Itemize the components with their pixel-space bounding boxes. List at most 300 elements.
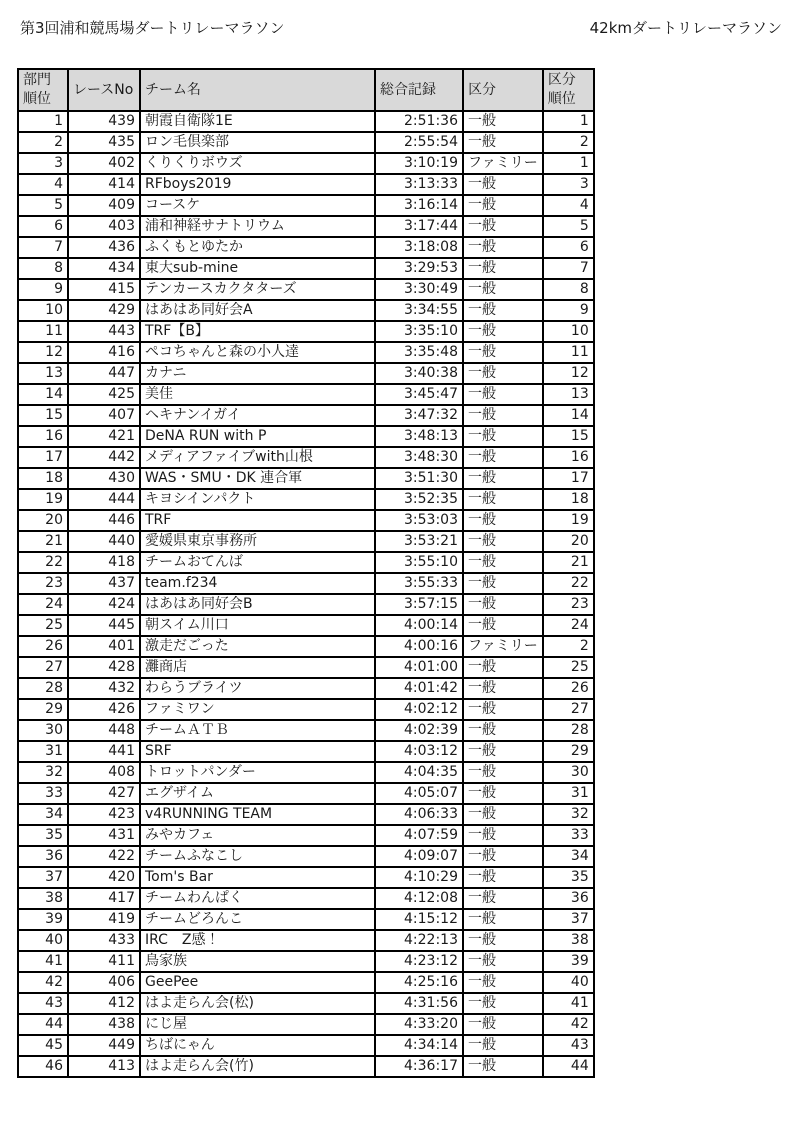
cell-total-time: 4:23:12 [375,951,463,972]
cell-team-name: ファミワン [140,699,375,720]
col-header-category: 区分 [463,69,543,111]
table-row [18,510,594,531]
cell-total-time: 3:10:19 [375,153,463,174]
cell-race-no: 402 [68,153,140,174]
cell-team-name: team.f234 [140,573,375,594]
table-row [18,825,594,846]
table-row [18,741,594,762]
cell-race-no: 439 [68,111,140,132]
table-row [18,300,594,321]
cell-total-time: 4:36:17 [375,1056,463,1077]
cell-category: 一般 [463,972,543,993]
cell-race-no: 409 [68,195,140,216]
table-row [18,342,594,363]
cell-category: 一般 [463,930,543,951]
cell-race-no: 419 [68,909,140,930]
cell-team-name: SRF [140,741,375,762]
cell-division-rank: 3 [18,153,68,174]
table-row [18,279,594,300]
cell-category: 一般 [463,531,543,552]
cell-total-time: 3:34:55 [375,300,463,321]
cell-category-rank: 37 [543,909,594,930]
cell-total-time: 3:18:08 [375,237,463,258]
cell-division-rank: 39 [18,909,68,930]
cell-team-name: コースケ [140,195,375,216]
cell-category: 一般 [463,552,543,573]
cell-division-rank: 35 [18,825,68,846]
cell-category-rank: 5 [543,216,594,237]
cell-category: 一般 [463,825,543,846]
cell-division-rank: 36 [18,846,68,867]
cell-race-no: 433 [68,930,140,951]
table-row [18,216,594,237]
cell-team-name: チームおてんば [140,552,375,573]
cell-division-rank: 13 [18,363,68,384]
cell-total-time: 3:48:30 [375,447,463,468]
cell-category-rank: 1 [543,111,594,132]
cell-category-rank: 9 [543,300,594,321]
cell-total-time: 4:10:29 [375,867,463,888]
cell-category-rank: 18 [543,489,594,510]
cell-race-no: 426 [68,699,140,720]
table-row [18,405,594,426]
col-header-division-rank: 部門 順位 [18,69,68,111]
cell-division-rank: 12 [18,342,68,363]
table-row [18,804,594,825]
cell-category: 一般 [463,279,543,300]
cell-division-rank: 16 [18,426,68,447]
table-row [18,678,594,699]
cell-category-rank: 27 [543,699,594,720]
table-row [18,699,594,720]
cell-category-rank: 41 [543,993,594,1014]
table-row [18,531,594,552]
cell-division-rank: 46 [18,1056,68,1077]
cell-category: 一般 [463,405,543,426]
cell-division-rank: 37 [18,867,68,888]
cell-total-time: 4:22:13 [375,930,463,951]
col-header-team-name: チーム名 [140,69,375,111]
cell-race-no: 427 [68,783,140,804]
col-header-category-rank: 区分 順位 [543,69,594,111]
cell-team-name: 美佳 [140,384,375,405]
cell-team-name: ペコちゃんと森の小人達 [140,342,375,363]
cell-race-no: 445 [68,615,140,636]
cell-category-rank: 3 [543,174,594,195]
cell-division-rank: 44 [18,1014,68,1035]
cell-division-rank: 17 [18,447,68,468]
cell-race-no: 428 [68,657,140,678]
cell-total-time: 4:05:07 [375,783,463,804]
cell-race-no: 424 [68,594,140,615]
cell-category-rank: 29 [543,741,594,762]
cell-category: 一般 [463,447,543,468]
cell-team-name: Tom's Bar [140,867,375,888]
table-row [18,615,594,636]
cell-total-time: 4:34:14 [375,1035,463,1056]
cell-team-name: RFboys2019 [140,174,375,195]
cell-race-no: 421 [68,426,140,447]
cell-total-time: 4:25:16 [375,972,463,993]
cell-team-name: WAS・SMU・DK 連合軍 [140,468,375,489]
cell-category-rank: 26 [543,678,594,699]
cell-team-name: TRF [140,510,375,531]
cell-category-rank: 2 [543,636,594,657]
cell-division-rank: 23 [18,573,68,594]
cell-team-name: 朝スイム川口 [140,615,375,636]
cell-category-rank: 8 [543,279,594,300]
cell-category-rank: 40 [543,972,594,993]
cell-race-no: 420 [68,867,140,888]
table-row [18,846,594,867]
cell-division-rank: 22 [18,552,68,573]
cell-race-no: 412 [68,993,140,1014]
cell-race-no: 408 [68,762,140,783]
table-row [18,1056,594,1077]
table-row [18,1014,594,1035]
cell-team-name: IRC Z感！ [140,930,375,951]
cell-team-name: 浦和神経サナトリウム [140,216,375,237]
cell-total-time: 3:40:38 [375,363,463,384]
cell-category-rank: 14 [543,405,594,426]
cell-category: 一般 [463,678,543,699]
cell-team-name: くりくりボウズ [140,153,375,174]
table-row [18,426,594,447]
cell-category: 一般 [463,1014,543,1035]
cell-category: 一般 [463,993,543,1014]
cell-category: 一般 [463,132,543,153]
cell-division-rank: 31 [18,741,68,762]
cell-race-no: 441 [68,741,140,762]
cell-team-name: GeePee [140,972,375,993]
cell-division-rank: 8 [18,258,68,279]
cell-total-time: 3:16:14 [375,195,463,216]
cell-total-time: 2:51:36 [375,111,463,132]
cell-category-rank: 22 [543,573,594,594]
cell-race-no: 415 [68,279,140,300]
table-row [18,153,594,174]
cell-category: 一般 [463,1056,543,1077]
table-row [18,867,594,888]
cell-team-name: カナニ [140,363,375,384]
col-header-race-no: レースNo [68,69,140,111]
cell-category-rank: 32 [543,804,594,825]
cell-race-no: 413 [68,1056,140,1077]
cell-category-rank: 43 [543,1035,594,1056]
cell-total-time: 4:33:20 [375,1014,463,1035]
cell-race-no: 431 [68,825,140,846]
cell-division-rank: 11 [18,321,68,342]
cell-team-name: みやカフェ [140,825,375,846]
cell-category: 一般 [463,594,543,615]
cell-category-rank: 12 [543,363,594,384]
cell-category-rank: 28 [543,720,594,741]
cell-total-time: 4:00:16 [375,636,463,657]
race-distance-title: 42kmダートリレーマラソン [589,19,782,37]
cell-category-rank: 24 [543,615,594,636]
cell-race-no: 440 [68,531,140,552]
table-row [18,573,594,594]
titlebar [20,18,782,38]
cell-division-rank: 43 [18,993,68,1014]
cell-category-rank: 25 [543,657,594,678]
cell-category-rank: 4 [543,195,594,216]
cell-race-no: 422 [68,846,140,867]
table-row [18,552,594,573]
cell-category: 一般 [463,699,543,720]
cell-category-rank: 31 [543,783,594,804]
cell-team-name: 愛媛県東京事務所 [140,531,375,552]
cell-division-rank: 18 [18,468,68,489]
cell-division-rank: 7 [18,237,68,258]
cell-division-rank: 20 [18,510,68,531]
table-row [18,993,594,1014]
cell-category-rank: 35 [543,867,594,888]
cell-team-name: チームＡＴＢ [140,720,375,741]
table-row [18,951,594,972]
cell-division-rank: 1 [18,111,68,132]
cell-race-no: 430 [68,468,140,489]
cell-total-time: 2:55:54 [375,132,463,153]
cell-division-rank: 42 [18,972,68,993]
cell-category-rank: 33 [543,825,594,846]
cell-category: 一般 [463,909,543,930]
cell-division-rank: 2 [18,132,68,153]
cell-race-no: 429 [68,300,140,321]
cell-category: 一般 [463,888,543,909]
cell-total-time: 3:29:53 [375,258,463,279]
cell-division-rank: 38 [18,888,68,909]
cell-category: 一般 [463,804,543,825]
results-table [17,68,595,1078]
cell-total-time: 3:53:03 [375,510,463,531]
table-row [18,111,594,132]
cell-category: 一般 [463,111,543,132]
cell-total-time: 3:13:33 [375,174,463,195]
cell-total-time: 3:52:35 [375,489,463,510]
table-row [18,930,594,951]
cell-category: 一般 [463,174,543,195]
cell-total-time: 4:06:33 [375,804,463,825]
cell-team-name: ヘキナンイガイ [140,405,375,426]
cell-race-no: 449 [68,1035,140,1056]
cell-division-rank: 24 [18,594,68,615]
table-row [18,657,594,678]
cell-total-time: 3:55:10 [375,552,463,573]
cell-team-name: キヨシインパクト [140,489,375,510]
table-row [18,132,594,153]
cell-race-no: 406 [68,972,140,993]
cell-division-rank: 14 [18,384,68,405]
cell-race-no: 403 [68,216,140,237]
cell-total-time: 3:57:15 [375,594,463,615]
cell-division-rank: 5 [18,195,68,216]
cell-race-no: 437 [68,573,140,594]
cell-division-rank: 27 [18,657,68,678]
cell-team-name: TRF【B】 [140,321,375,342]
cell-category: 一般 [463,300,543,321]
cell-race-no: 411 [68,951,140,972]
cell-race-no: 442 [68,447,140,468]
cell-category-rank: 21 [543,552,594,573]
cell-category: 一般 [463,762,543,783]
cell-category: 一般 [463,846,543,867]
table-row [18,321,594,342]
table-row [18,888,594,909]
cell-division-rank: 21 [18,531,68,552]
cell-team-name: 鳥家族 [140,951,375,972]
cell-category: 一般 [463,657,543,678]
col-header-total-time: 総合記録 [375,69,463,111]
table-row [18,384,594,405]
cell-division-rank: 19 [18,489,68,510]
cell-team-name: チームふなこし [140,846,375,867]
cell-team-name: チームどろんこ [140,909,375,930]
cell-category: 一般 [463,216,543,237]
cell-team-name: はあはあ同好会A [140,300,375,321]
cell-total-time: 4:12:08 [375,888,463,909]
cell-total-time: 3:30:49 [375,279,463,300]
cell-category: 一般 [463,321,543,342]
cell-division-rank: 33 [18,783,68,804]
cell-total-time: 4:31:56 [375,993,463,1014]
cell-race-no: 447 [68,363,140,384]
cell-category-rank: 34 [543,846,594,867]
cell-race-no: 418 [68,552,140,573]
cell-category-rank: 23 [543,594,594,615]
cell-category: 一般 [463,720,543,741]
cell-total-time: 3:45:47 [375,384,463,405]
table-row [18,174,594,195]
cell-total-time: 3:35:48 [375,342,463,363]
cell-race-no: 435 [68,132,140,153]
cell-race-no: 443 [68,321,140,342]
table-row [18,258,594,279]
cell-category: 一般 [463,426,543,447]
cell-category: 一般 [463,363,543,384]
cell-category: 一般 [463,258,543,279]
cell-category-rank: 38 [543,930,594,951]
cell-division-rank: 32 [18,762,68,783]
cell-category: 一般 [463,237,543,258]
cell-category-rank: 17 [543,468,594,489]
cell-category: ファミリー [463,153,543,174]
cell-category-rank: 30 [543,762,594,783]
table-row [18,447,594,468]
cell-team-name: チームわんぱく [140,888,375,909]
cell-category-rank: 7 [543,258,594,279]
cell-total-time: 4:07:59 [375,825,463,846]
cell-category-rank: 11 [543,342,594,363]
cell-race-no: 448 [68,720,140,741]
cell-race-no: 432 [68,678,140,699]
cell-division-rank: 15 [18,405,68,426]
cell-race-no: 436 [68,237,140,258]
cell-team-name: 朝霞自衛隊1E [140,111,375,132]
cell-division-rank: 28 [18,678,68,699]
cell-category: 一般 [463,489,543,510]
table-row [18,1035,594,1056]
cell-team-name: エグザイム [140,783,375,804]
cell-total-time: 4:01:42 [375,678,463,699]
cell-category-rank: 42 [543,1014,594,1035]
cell-division-rank: 30 [18,720,68,741]
cell-category: 一般 [463,951,543,972]
cell-race-no: 444 [68,489,140,510]
cell-total-time: 3:51:30 [375,468,463,489]
cell-category: 一般 [463,741,543,762]
cell-category: ファミリー [463,636,543,657]
table-row [18,636,594,657]
cell-category: 一般 [463,384,543,405]
cell-total-time: 3:17:44 [375,216,463,237]
page-title: 第3回浦和競馬場ダートリレーマラソン [20,19,285,37]
cell-total-time: 4:15:12 [375,909,463,930]
cell-team-name: メディアファイブwith山根 [140,447,375,468]
cell-division-rank: 10 [18,300,68,321]
cell-division-rank: 26 [18,636,68,657]
cell-total-time: 3:55:33 [375,573,463,594]
cell-race-no: 423 [68,804,140,825]
cell-total-time: 3:47:32 [375,405,463,426]
cell-race-no: 425 [68,384,140,405]
cell-category-rank: 1 [543,153,594,174]
cell-race-no: 434 [68,258,140,279]
cell-team-name: v4RUNNING TEAM [140,804,375,825]
table-row [18,909,594,930]
cell-team-name: トロットパンダー [140,762,375,783]
cell-total-time: 4:00:14 [375,615,463,636]
cell-category: 一般 [463,573,543,594]
cell-total-time: 4:01:00 [375,657,463,678]
cell-total-time: 4:09:07 [375,846,463,867]
cell-team-name: ふくもとゆたか [140,237,375,258]
cell-race-no: 438 [68,1014,140,1035]
cell-total-time: 4:04:35 [375,762,463,783]
table-row [18,762,594,783]
cell-team-name: 東大sub-mine [140,258,375,279]
cell-category: 一般 [463,195,543,216]
cell-category-rank: 13 [543,384,594,405]
cell-total-time: 4:03:12 [375,741,463,762]
cell-race-no: 401 [68,636,140,657]
cell-division-rank: 34 [18,804,68,825]
cell-division-rank: 4 [18,174,68,195]
table-row [18,720,594,741]
cell-division-rank: 40 [18,930,68,951]
cell-total-time: 3:35:10 [375,321,463,342]
table-row [18,972,594,993]
table-row [18,594,594,615]
cell-team-name: ロン毛倶楽部 [140,132,375,153]
cell-category: 一般 [463,867,543,888]
cell-category: 一般 [463,342,543,363]
cell-team-name: DeNA RUN with P [140,426,375,447]
cell-race-no: 416 [68,342,140,363]
cell-category-rank: 36 [543,888,594,909]
cell-team-name: 灘商店 [140,657,375,678]
cell-total-time: 4:02:12 [375,699,463,720]
cell-category: 一般 [463,510,543,531]
table-row [18,237,594,258]
cell-category-rank: 2 [543,132,594,153]
cell-division-rank: 25 [18,615,68,636]
cell-division-rank: 29 [18,699,68,720]
cell-category-rank: 39 [543,951,594,972]
cell-division-rank: 6 [18,216,68,237]
cell-race-no: 414 [68,174,140,195]
cell-category: 一般 [463,615,543,636]
